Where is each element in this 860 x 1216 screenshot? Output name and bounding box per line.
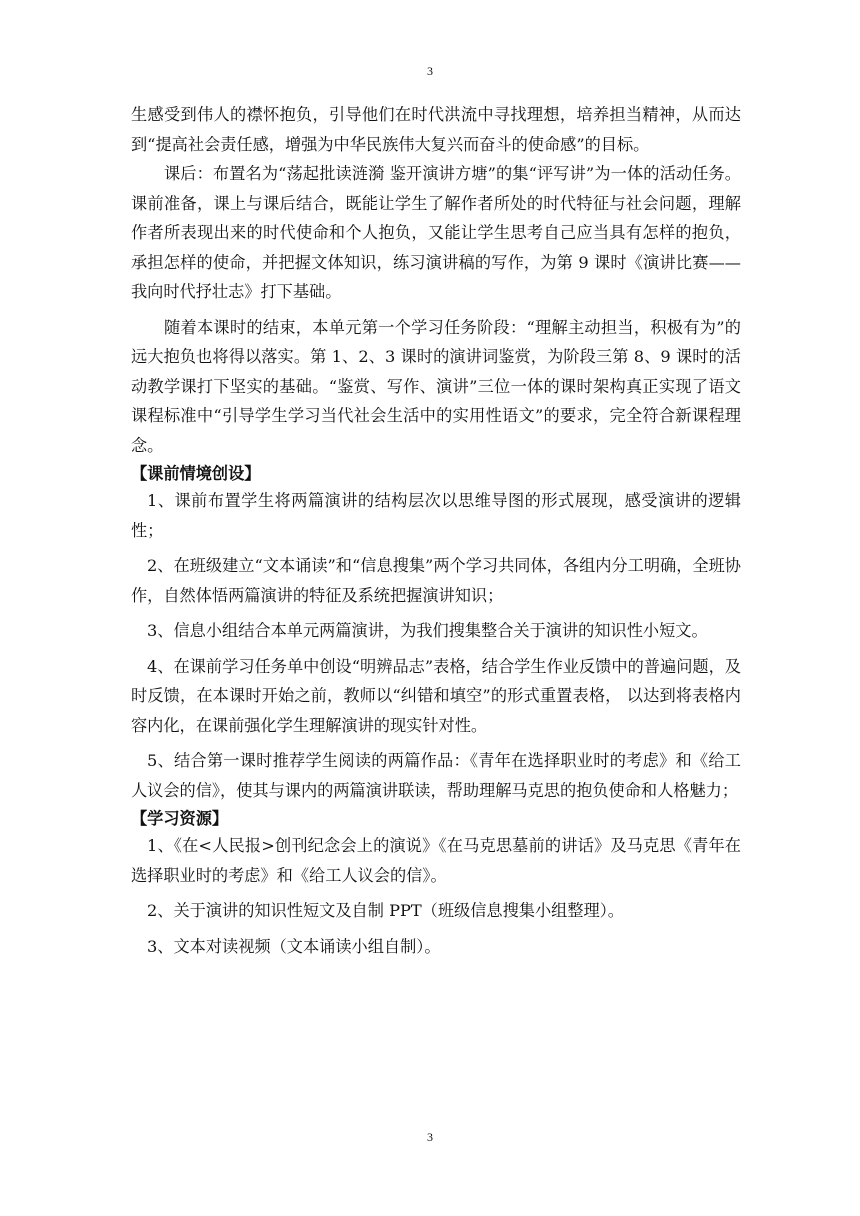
list-item-pre-2: 2、在班级建立“文本诵读”和“信息搜集”两个学习共同体，各组内分工明确，全班协作，自然体悟两篇演讲的特征及系统把握演讲知识； — [131, 556, 741, 605]
list-item-resource-3: 3、文本对读视频（文本诵读小组自制）。 — [147, 936, 441, 956]
list-item-resource-1: 1、《在<人民报>创刊纪念会上的演说》《在马克思墓前的讲话》及马克思《青年在选择职业时的考虑》和《给工人议会的信》。 — [131, 836, 741, 885]
list-item-resource-2: 2、关于演讲的知识性短文及自制 PPT（班级信息搜集小组整理）。 — [147, 901, 624, 920]
paragraph-after-class: 课后：布置名为“荡起批读涟漪 鉴开演讲方塘”的集“评写讲”为一体的活动任务。课前准备，课上与课后结合，既能让学生了解作者所处的时代特征与社会问题，理解作者所表现出来的时代使命和个人抱负，又能让学生思考自己应当具有怎样的抱负，承担怎样的使命，并把握文体知识，练习演讲稿的写作，为第 9 课时《演讲比赛——我向时代抒壮志》打下基础。 — [131, 164, 741, 301]
list-item-pre-4: 4、在课前学习任务单中创设“明辨品志”表格，结合学生作业反馈中的普遍问题，及时反馈，在本课时开始之前，教师以“纠错和填空”的形式重置表格， 以达到将表格内容内化，在课前强化学生理解演讲的现实针对性。 — [131, 656, 741, 735]
section-heading-pre-class: 【课前情境创设】 — [131, 464, 261, 483]
document-body — [131, 100, 741, 961]
header-page-number: 3 — [427, 64, 433, 78]
paragraph-summary: 随着本课时的结束，本单元第一个学习任务阶段：“理解主动担当，积极有为”的远大抱负也将得以落实。第 1、2、3 课时的演讲词鉴赏，为阶段三第 8、9 课时的活动教学课打下坚实的基础。“鉴赏、写作、演讲”三位一体的课时架构真正实现了语文课程标准中“引导学生学习当代社会生活中的实用性语文”的要求，完全符合新课程理念。 — [131, 317, 741, 455]
list-item-pre-3: 3、信息小组结合本单元两篇演讲，为我们搜集整合关于演讲的知识性小短文。 — [147, 621, 708, 640]
section-heading-resources: 【学习资源】 — [131, 809, 229, 828]
footer-page-number: 3 — [427, 1130, 433, 1144]
paragraph-intro: 生感受到伟人的襟怀抱负，引导他们在时代洪流中寻找理想，培养担当精神，从而达到“提高社会责任感，增强为中华民族伟大复兴而奋斗的使命感”的目标。 — [131, 105, 741, 154]
list-item-pre-5: 5、结合第一课时推荐学生阅读的两篇作品：《青年在选择职业时的考虑》和《给工人议会的信》，使其与课内的两篇演讲联读，帮助理解马克思的抱负使命和人格魅力； — [131, 751, 741, 800]
list-item-pre-1: 1、课前布置学生将两篇演讲的结构层次以思维导图的形式展现，感受演讲的逻辑性； — [131, 491, 741, 540]
